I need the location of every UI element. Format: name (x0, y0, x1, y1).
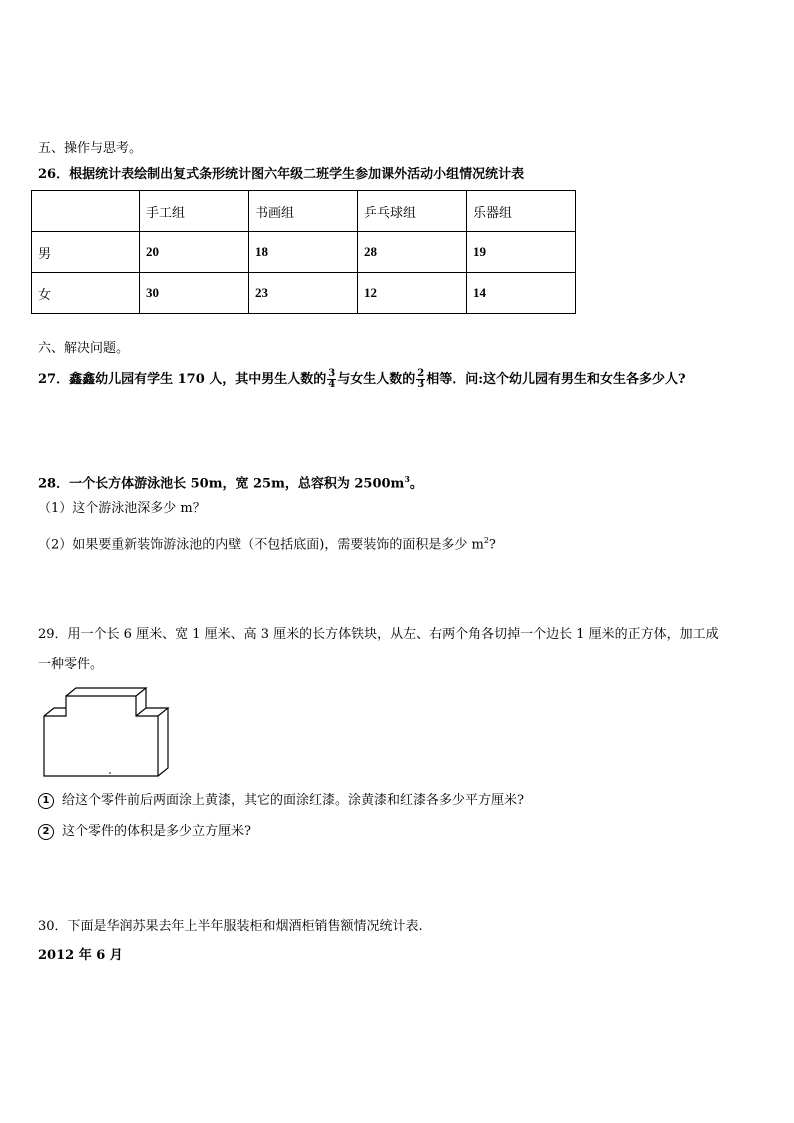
question-28-sub-1: （1）这个游泳池深多少 m？ (38, 501, 206, 516)
table-cell: 20 (140, 232, 249, 273)
fraction-denominator: 3 (417, 379, 425, 390)
activity-stats-table (31, 190, 576, 314)
question-29-sub-1 (38, 792, 524, 810)
fraction-two-thirds (416, 369, 425, 390)
question-30-text: 30．下面是华润苏果去年上半年服装柜和烟酒柜销售额情况统计表. (38, 919, 423, 934)
fraction-denominator: 4 (328, 379, 336, 390)
q29-sub1-text: 给这个零件前后两面涂上黄漆，其它的面涂红漆。涂黄漆和红漆各多少平方厘米? (62, 793, 524, 808)
q28-end: 。 (409, 476, 423, 492)
table-cell: 19 (467, 232, 576, 273)
section-five-title: 五、操作与思考。 (38, 141, 143, 156)
q27-part1: 27．鑫鑫幼儿园有学生 170 人，其中男生人数的 (38, 372, 327, 387)
question-29-line-1: 29．用一个长 6 厘米、宽 1 厘米、高 3 厘米的长方体铁块，从左、右两个角各切掉一个边长 1 厘米的正方体，加工成 (38, 627, 719, 642)
question-26-text: 26．根据统计表绘制出复式条形统计图六年级二班学生参加课外活动小组情况统计表 (38, 167, 525, 182)
q29-sub2-text: 这个零件的体积是多少立方厘米? (62, 824, 251, 839)
table-header-cell: 书画组 (249, 191, 358, 232)
table-header-cell: 乒乓球组 (358, 191, 467, 232)
question-29-sub-2 (38, 823, 251, 841)
table-header-row (32, 191, 576, 232)
row-label-female: 女 (32, 273, 140, 314)
table-cell: 30 (140, 273, 249, 314)
fraction-three-quarters (327, 369, 336, 390)
q28-main: 28．一个长方体游泳池长 50m，宽 25m，总容积为 2500m (38, 476, 405, 492)
figure-edge (44, 708, 66, 716)
q27-part3: 相等．问:这个幼儿园有男生和女生各多少人? (426, 372, 686, 387)
question-28-sub-2 (38, 532, 496, 554)
question-29-line-2: 一种零件。 (38, 657, 104, 672)
table-cell: 28 (358, 232, 467, 273)
q28-sub2-end: ? (488, 537, 496, 553)
q27-part2: 与女生人数的 (337, 372, 416, 387)
table-cell: 18 (249, 232, 358, 273)
question-28-text (38, 470, 423, 493)
fraction-numerator: 3 (328, 368, 336, 379)
table-header-cell: 乐器组 (467, 191, 576, 232)
table-row (32, 232, 576, 273)
section-six-title: 六、解决问题。 (38, 341, 130, 356)
figure-edge (158, 708, 168, 776)
table-cell: 12 (358, 273, 467, 314)
table-row (32, 273, 576, 314)
figure-edge (146, 708, 168, 716)
table-header-cell: 手工组 (140, 191, 249, 232)
question-27-text (38, 368, 686, 392)
question-30-date: 2012 年 6 月 (38, 948, 123, 963)
table-cell: 23 (249, 273, 358, 314)
table-cell: 14 (467, 273, 576, 314)
q28-superscript: 3 (404, 474, 410, 484)
table-header-cell (32, 191, 140, 232)
row-label-male: 男 (32, 232, 140, 273)
q28-sub2-main: （2）如果要重新装饰游泳池的内壁（不包括底面)，需要装饰的面积是多少 m (38, 537, 484, 553)
figure-edge (66, 688, 146, 696)
circled-number-icon: 2 (38, 824, 54, 840)
part-figure (40, 686, 180, 782)
circled-number-icon: 1 (38, 793, 54, 809)
fraction-numerator: 2 (417, 368, 425, 379)
q28-sub2-superscript: 2 (483, 536, 489, 545)
